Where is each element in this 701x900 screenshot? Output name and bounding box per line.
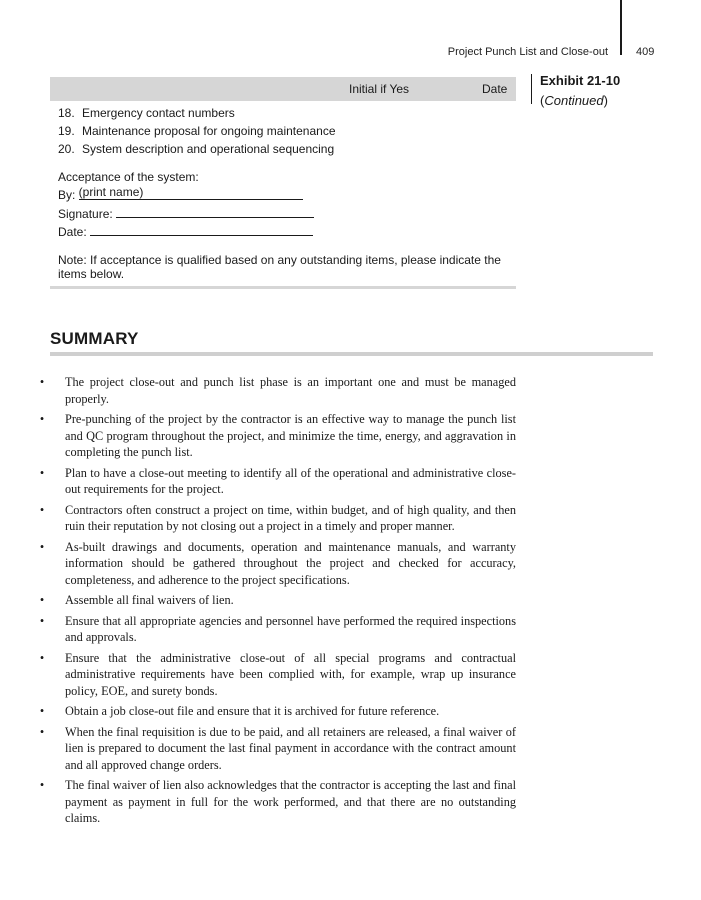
by-label: By: bbox=[58, 188, 79, 202]
form-item-text: Emergency contact numbers bbox=[82, 106, 235, 120]
exhibit-subtitle-open: ( bbox=[540, 93, 545, 108]
summary-bullet bbox=[36, 465, 516, 498]
form-item-text: Maintenance proposal for ongoing maintenance bbox=[82, 124, 336, 138]
form-item bbox=[58, 104, 518, 122]
date-line bbox=[58, 224, 313, 239]
form-item bbox=[58, 122, 518, 140]
date-field bbox=[90, 224, 313, 236]
summary-bullet bbox=[36, 502, 516, 535]
summary-bullet-text: Assemble all final waivers of lien. bbox=[65, 593, 234, 607]
form-item-number: 18. bbox=[58, 106, 75, 120]
exhibit-subtitle bbox=[540, 93, 608, 108]
bullet-marker: • bbox=[39, 704, 45, 718]
summary-bullet-text: Pre-punching of the project by the contractor is an effective way to manage the punch list and QC program throughout the project, and minimize the time, energy, and aggravation in completing the punch list. bbox=[65, 412, 516, 459]
summary-bullet bbox=[36, 777, 516, 827]
by-field-value: (print name) bbox=[78, 185, 144, 199]
form-item-number: 20. bbox=[58, 142, 75, 156]
summary-bullet bbox=[36, 411, 516, 461]
signature-label: Signature: bbox=[58, 207, 117, 221]
form-header-bar bbox=[50, 77, 516, 101]
qualification-note: Note: If acceptance is qualified based on any outstanding items, please indicate the items below. bbox=[58, 253, 501, 281]
column-header-date: Date bbox=[482, 82, 508, 96]
by-line bbox=[58, 185, 303, 202]
summary-bullet-text: Ensure that all appropriate agencies and personnel have performed the required inspections and approvals. bbox=[65, 613, 516, 644]
summary-bullet bbox=[36, 592, 516, 609]
form-item-text: System description and operational sequencing bbox=[82, 142, 335, 156]
summary-bullet-text: When the final requisition is due to be paid, and all retainers are released, a final waiver of lien is prepared to document the last final payment in accordance with the contract amount and all approved change orders. bbox=[65, 724, 516, 772]
form-item-list bbox=[58, 104, 518, 158]
summary-bullet-text: The project close-out and punch list phase is an important one and must be managed properly. bbox=[65, 375, 516, 406]
bullet-marker: • bbox=[39, 465, 45, 480]
summary-bullet bbox=[36, 613, 516, 646]
summary-bullet bbox=[36, 724, 516, 774]
running-head-title: Project Punch List and Close-out bbox=[447, 46, 608, 58]
bullet-marker: • bbox=[39, 613, 45, 628]
exhibit-rule bbox=[531, 74, 532, 104]
bullet-marker: • bbox=[39, 724, 45, 739]
summary-bullet bbox=[36, 703, 516, 720]
form-item bbox=[58, 140, 518, 158]
exhibit-subtitle-close: ) bbox=[603, 93, 608, 108]
bullet-marker: • bbox=[39, 412, 45, 426]
summary-bullet-text: As-built drawings and documents, operation and maintenance manuals, and warranty information should be gathered throughout the project and checked for accuracy, completeness, and adherence to the project specifications. bbox=[65, 539, 516, 587]
bullet-marker: • bbox=[39, 502, 45, 517]
by-field bbox=[78, 185, 303, 200]
signature-field bbox=[116, 206, 314, 218]
summary-bullet-text: Obtain a job close-out file and ensure that it is archived for future reference. bbox=[65, 704, 440, 718]
summary-bullet-list bbox=[36, 374, 516, 831]
column-header-initial: Initial if Yes bbox=[349, 82, 410, 96]
signature-line bbox=[58, 206, 314, 221]
page-number: 409 bbox=[636, 46, 655, 58]
summary-bullet-text: Plan to have a close-out meeting to identify all of the operational and administrative close-out requirements for the project. bbox=[65, 465, 516, 496]
bullet-marker: • bbox=[39, 593, 45, 607]
form-bottom-rule bbox=[50, 286, 516, 289]
summary-bullet bbox=[36, 374, 516, 407]
bullet-marker: • bbox=[39, 375, 45, 389]
summary-bullet-text: Contractors often construct a project on time, within budget, and of high quality, and then ruin their reputation by not closing out a project in a timely and proper manner. bbox=[65, 502, 516, 533]
bullet-marker: • bbox=[39, 650, 45, 665]
acceptance-title: Acceptance of the system: bbox=[58, 170, 199, 184]
date-label: Date: bbox=[58, 225, 91, 239]
bullet-marker: • bbox=[39, 778, 45, 792]
bullet-marker: • bbox=[39, 539, 45, 554]
form-item-number: 19. bbox=[58, 124, 75, 138]
summary-bullet-text: The final waiver of lien also acknowledges that the contractor is accepting the last and final payment as payment in full for the work performed, and that there are no outstanding claims. bbox=[65, 778, 516, 825]
summary-rule bbox=[50, 352, 653, 356]
summary-bullet-text: Ensure that the administrative close-out of all special programs and contractual administrative requirements have been complied with, for example, wrap up insurance policy, EOE, and surety bonds. bbox=[65, 650, 516, 698]
exhibit-title: Exhibit 21-10 bbox=[540, 73, 621, 88]
running-head-rule bbox=[620, 0, 622, 55]
exhibit-subtitle-italic: Continued bbox=[544, 93, 604, 108]
summary-bullet bbox=[36, 650, 516, 700]
summary-heading: SUMMARY bbox=[50, 329, 139, 348]
summary-bullet bbox=[36, 539, 516, 589]
